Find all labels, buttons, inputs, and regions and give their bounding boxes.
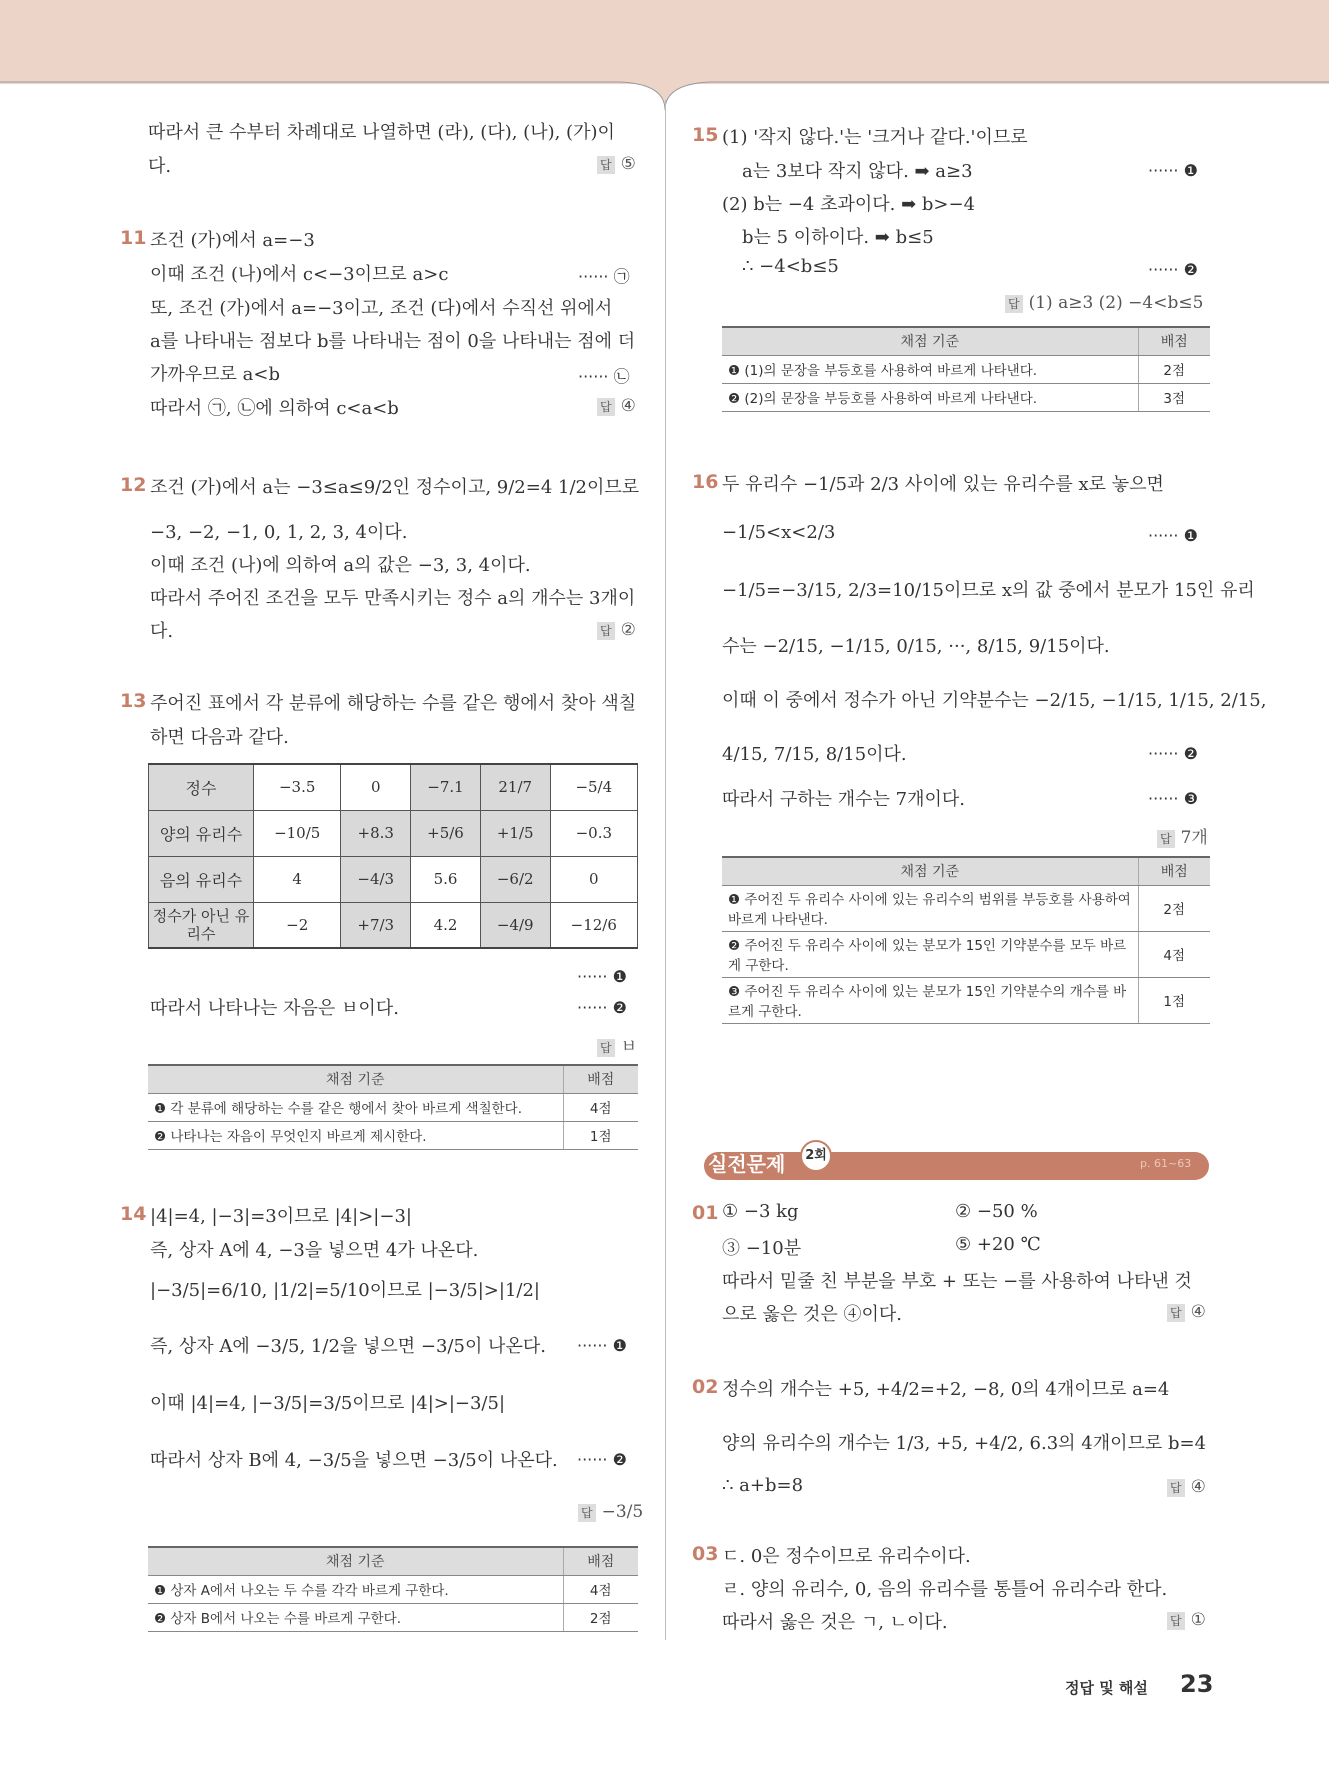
text-line: 두 유리수 −1/5과 2/3 사이에 있는 유리수를 x로 놓으면 <box>722 474 1164 495</box>
text-line: 이때 조건 (나)에 의하여 a의 값은 −3, 3, 4이다. <box>150 555 531 576</box>
text-line: ③ −10분 <box>722 1238 802 1259</box>
text-line: 따라서 주어진 조건을 모두 만족시키는 정수 a의 개수는 3개이 <box>150 588 636 609</box>
section-title: 실전문제 <box>708 1152 786 1176</box>
step-mark: ······ ❷ <box>577 1450 627 1469</box>
table-cell: 2점 <box>1138 355 1210 383</box>
table-header: 채점 기준 <box>148 1065 563 1093</box>
table-header: 채점 기준 <box>722 327 1138 355</box>
text-line: ⑤ +20 ℃ <box>955 1234 1041 1255</box>
step-mark: ······ ❶ <box>577 1336 627 1355</box>
text-line: 다. <box>148 156 172 177</box>
table-header: 배점 <box>1138 857 1210 885</box>
table-cell: −5/4 <box>550 764 637 810</box>
problem-number: 12 <box>120 474 147 496</box>
table-cell: 0 <box>550 856 637 902</box>
step-mark: ······ ❷ <box>577 998 627 1017</box>
text-line: a를 나타내는 점보다 b를 나타내는 점이 0을 나타내는 점에 더 <box>150 331 636 352</box>
table-cell: +1/5 <box>480 810 550 856</box>
table-cell: ❷ 상자 B에서 나오는 수를 바르게 구한다. <box>148 1603 563 1631</box>
problem-number: 16 <box>692 471 719 493</box>
text-line: 정수의 개수는 +5, +4/2=+2, −8, 0의 4개이므로 a=4 <box>722 1379 1170 1400</box>
text-line: 즉, 상자 A에 4, −3을 넣으면 4가 나온다. <box>150 1240 479 1261</box>
text-line: 가까우므로 a<b <box>150 364 280 385</box>
table-cell: 4점 <box>563 1093 638 1121</box>
text-line: 4/15, 7/15, 8/15이다. <box>722 744 907 765</box>
table-cell: 1점 <box>1138 977 1210 1023</box>
answer: 답 ㅂ <box>597 1032 637 1057</box>
text-line: ② −50 % <box>955 1201 1038 1222</box>
step-mark: ······ ㉠ <box>578 267 630 286</box>
table-cell: ❶ 상자 A에서 나오는 두 수를 각각 바르게 구한다. <box>148 1575 563 1603</box>
answer: 답 ① <box>1167 1610 1206 1630</box>
table-cell: −4/9 <box>480 902 550 948</box>
column-divider <box>665 100 666 1640</box>
table-cell: −7.1 <box>411 764 481 810</box>
text-line: ∴ a+b=8 <box>722 1475 804 1496</box>
answer: 답 ④ <box>1167 1477 1206 1497</box>
text-line: (2) b는 −4 초과이다. ➡ b>−4 <box>722 194 976 215</box>
table-cell: 4점 <box>1138 931 1210 977</box>
text-line: 따라서 나타나는 자음은 ㅂ이다. <box>150 998 399 1019</box>
text-line: 주어진 표에서 각 분류에 해당하는 수를 같은 행에서 찾아 색칠 <box>150 693 637 714</box>
text-line: 이때 이 중에서 정수가 아닌 기약분수는 −2/15, −1/15, 1/15, 2/15, <box>722 690 1267 711</box>
table-header: 배점 <box>563 1547 638 1575</box>
step-mark: ······ ❷ <box>1148 744 1198 763</box>
text-line: b는 5 이하이다. ➡ b≤5 <box>742 227 934 248</box>
table-cell: −3.5 <box>254 764 341 810</box>
text-line: ㄹ. 양의 유리수, 0, 음의 유리수를 통틀어 유리수라 한다. <box>722 1579 1168 1600</box>
grading-table <box>148 1546 638 1632</box>
text-line: 이때 |4|=4, |−3/5|=3/5이므로 |4|>|−3/5| <box>150 1393 506 1414</box>
grading-table <box>722 326 1210 412</box>
table-cell: ❷ (2)의 문장을 부등호를 사용하여 바르게 나타낸다. <box>722 383 1138 411</box>
text-line: 하면 다음과 같다. <box>150 727 289 748</box>
table-cell: ❶ 각 분류에 해당하는 수를 같은 행에서 찾아 바르게 색칠한다. <box>148 1093 563 1121</box>
table-cell: 4.2 <box>411 902 481 948</box>
text-line: a는 3보다 작지 않다. ➡ a≥3 <box>742 161 973 182</box>
table-cell: 2점 <box>1138 885 1210 931</box>
table-cell: 양의 유리수 <box>149 810 254 856</box>
problem-number: 15 <box>692 124 719 146</box>
table-cell: 정수가 아닌 유리수 <box>149 902 254 948</box>
table-cell: ❷ 나타나는 자음이 무엇인지 바르게 제시한다. <box>148 1121 563 1149</box>
table-cell: +8.3 <box>341 810 411 856</box>
text-line: |−3/5|=6/10, |1/2|=5/10이므로 |−3/5|>|1/2| <box>150 1280 540 1301</box>
text-line: 이때 조건 (나)에서 c<−3이므로 a>c <box>150 264 449 285</box>
table-header: 배점 <box>563 1065 638 1093</box>
table-cell: +7/3 <box>341 902 411 948</box>
text-line: 따라서 밑줄 친 부분을 부호 + 또는 −를 사용하여 나타낸 것 <box>722 1271 1192 1292</box>
table-cell: ❷ 주어진 두 유리수 사이에 있는 분모가 15인 기약분수를 모두 바르게 구한다. <box>722 931 1138 977</box>
text-line: |4|=4, |−3|=3이므로 |4|>|−3| <box>150 1206 412 1227</box>
table-cell: −2 <box>254 902 341 948</box>
table-cell: −0.3 <box>550 810 637 856</box>
grading-table <box>722 856 1210 1024</box>
table-cell: 5.6 <box>411 856 481 902</box>
table-cell: 4 <box>254 856 341 902</box>
problem-number: 02 <box>692 1376 719 1398</box>
table-cell: 4점 <box>563 1575 638 1603</box>
text-line: 즉, 상자 A에 −3/5, 1/2을 넣으면 −3/5이 나온다. <box>150 1336 546 1357</box>
table-cell: 3점 <box>1138 383 1210 411</box>
step-mark: ······ ❶ <box>577 967 627 986</box>
grading-table <box>148 1064 638 1150</box>
table-cell: ❶ 주어진 두 유리수 사이에 있는 유리수의 범위를 부등호를 사용하여 바르게 나타낸다. <box>722 885 1138 931</box>
text-line: ㄷ. 0은 정수이므로 유리수이다. <box>722 1546 971 1567</box>
table-cell: 0 <box>341 764 411 810</box>
table-header: 채점 기준 <box>148 1547 563 1575</box>
text-line: 따라서 큰 수부터 차례대로 나열하면 (라), (다), (나), (가)이 <box>148 122 615 143</box>
step-mark: ······ ❶ <box>1148 526 1198 545</box>
footer-label: 정답 및 해설 <box>1065 1679 1148 1697</box>
classification-table <box>148 763 638 949</box>
text-line: 수는 −2/15, −1/15, 0/15, ···, 8/15, 9/15이다. <box>722 636 1110 657</box>
text-line: 따라서 옳은 것은 ㄱ, ㄴ이다. <box>722 1612 948 1633</box>
answer: 답 ④ <box>597 396 636 416</box>
text-line: ∴ −4<b≤5 <box>742 256 839 277</box>
text-line: 조건 (가)에서 a=−3 <box>150 230 315 251</box>
table-cell: −10/5 <box>254 810 341 856</box>
problem-number: 01 <box>692 1202 719 1224</box>
problem-number: 14 <box>120 1203 147 1225</box>
problem-number: 11 <box>120 227 147 249</box>
text-line: 따라서 ㉠, ㉡에 의하여 c<a<b <box>150 398 399 419</box>
text-line: (1) '작지 않다.'는 '크거나 같다.'이므로 <box>722 127 1028 148</box>
table-cell: +5/6 <box>411 810 481 856</box>
page-number: 23 <box>1180 1670 1214 1698</box>
step-mark: ······ ❶ <box>1148 161 1198 180</box>
answer: 답 7개 <box>1157 823 1208 848</box>
table-cell: ❸ 주어진 두 유리수 사이에 있는 분모가 15인 기약분수의 개수를 바르게 구한다. <box>722 977 1138 1023</box>
answer: 답 ⑤ <box>597 154 636 174</box>
answer: 답 ② <box>597 620 636 640</box>
table-header: 배점 <box>1138 327 1210 355</box>
table-cell: ❶ (1)의 문장을 부등호를 사용하여 바르게 나타낸다. <box>722 355 1138 383</box>
text-line: 또, 조건 (가)에서 a=−3이고, 조건 (다)에서 수직선 위에서 <box>150 298 613 319</box>
table-cell: 21/7 <box>480 764 550 810</box>
answer: 답 (1) a≥3 (2) −4<b≤5 <box>1005 293 1203 313</box>
text-line: 조건 (가)에서 a는 −3≤a≤9/2인 정수이고, 9/2=4 1/2이므로 <box>150 477 640 498</box>
step-mark: ······ ❷ <box>1148 260 1198 279</box>
text-line: 따라서 구하는 개수는 7개이다. <box>722 789 965 810</box>
text-line: −1/5=−3/15, 2/3=10/15이므로 x의 값 중에서 분모가 15인 유리 <box>722 580 1255 601</box>
page-reference: p. 61~63 <box>1140 1157 1192 1170</box>
table-cell: 2점 <box>563 1603 638 1631</box>
problem-number: 03 <box>692 1543 719 1565</box>
table-cell: −6/2 <box>480 856 550 902</box>
table-cell: −4/3 <box>341 856 411 902</box>
answer: 답 −3/5 <box>578 1502 643 1522</box>
answer: 답 ④ <box>1167 1302 1206 1322</box>
table-cell: 음의 유리수 <box>149 856 254 902</box>
text-line: −1/5<x<2/3 <box>722 522 836 543</box>
table-cell: 1점 <box>563 1121 638 1149</box>
step-mark: ······ ❸ <box>1148 789 1198 808</box>
text-line: 다. <box>150 621 174 642</box>
table-cell: 정수 <box>149 764 254 810</box>
text-line: 따라서 상자 B에 4, −3/5을 넣으면 −3/5이 나온다. <box>150 1450 558 1471</box>
text-line: ① −3 kg <box>722 1201 799 1222</box>
section-badge: 2회 <box>800 1140 832 1172</box>
text-line: 으로 옳은 것은 ④이다. <box>722 1304 902 1325</box>
table-cell: −12/6 <box>550 902 637 948</box>
step-mark: ······ ㉡ <box>578 367 630 386</box>
text-line: −3, −2, −1, 0, 1, 2, 3, 4이다. <box>150 522 408 543</box>
text-line: 양의 유리수의 개수는 1/3, +5, +4/2, 6.3의 4개이므로 b=4 <box>722 1433 1207 1454</box>
table-header: 채점 기준 <box>722 857 1138 885</box>
problem-number: 13 <box>120 690 147 712</box>
